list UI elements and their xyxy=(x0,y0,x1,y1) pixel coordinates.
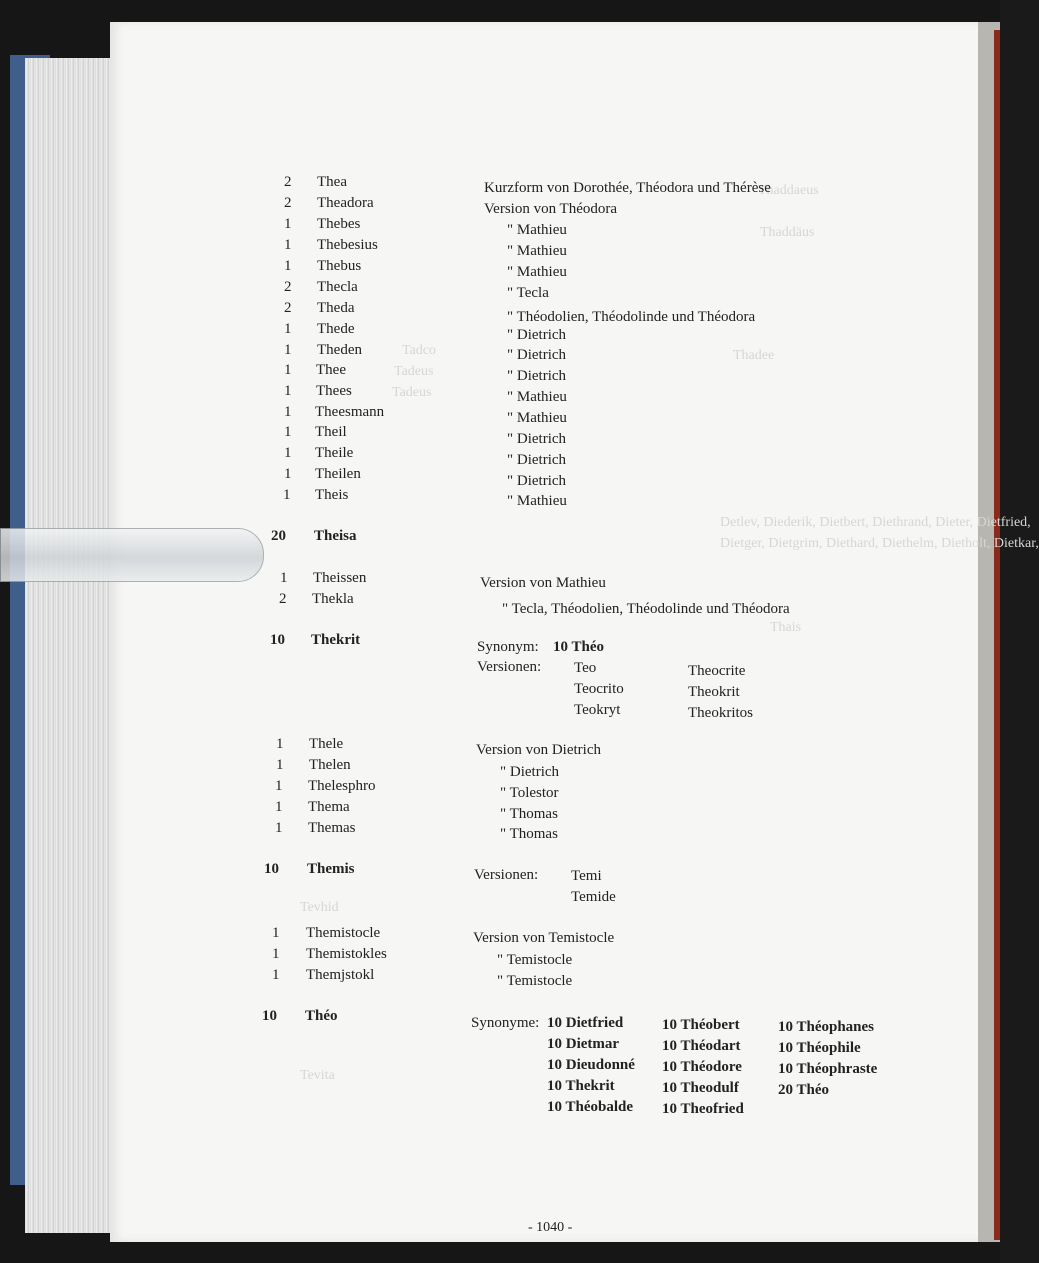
bleed-through-text: Detlev, Diederik, Dietbert, Diethrand, Dieter, Dietfried, xyxy=(720,515,1031,530)
entry-name: Thekrit xyxy=(311,632,361,648)
entry-description: Theokritos xyxy=(688,705,753,721)
synonym-entry: 10 Theodulf xyxy=(662,1080,739,1096)
entry-count: 10 xyxy=(264,861,279,877)
entry-name: Thees xyxy=(316,383,352,399)
entry-description: " Dietrich xyxy=(507,347,567,363)
entry-name: Theadora xyxy=(317,195,374,211)
entry-description: " Dietrich xyxy=(507,452,567,468)
entry-name: Thebes xyxy=(317,216,361,232)
entry-count: 2 xyxy=(284,195,292,211)
bleed-through-text: Tadeus xyxy=(394,364,434,379)
entry-description: " Dietrich xyxy=(507,431,567,447)
entry-description: Temi xyxy=(571,868,602,884)
entry-count: 1 xyxy=(275,778,283,794)
entry-name: Themjstokl xyxy=(306,967,375,983)
entry-name: Thebesius xyxy=(317,237,378,253)
entry-description: Teo xyxy=(574,660,597,676)
entry-count: 1 xyxy=(272,925,280,941)
entry-count: 20 xyxy=(271,528,286,544)
entry-name: Thea xyxy=(317,174,347,190)
entry-count: 1 xyxy=(284,424,292,440)
entry-name: Theden xyxy=(317,342,362,358)
bookmark-ribbon xyxy=(0,528,264,582)
entry-name: Theisa xyxy=(314,528,357,544)
synonym-entry: 10 Thekrit xyxy=(547,1078,615,1094)
entry-description: Version von Dietrich xyxy=(476,742,601,758)
synonym-entry: 10 Théophanes xyxy=(778,1019,875,1035)
entry-description: " Dietrich xyxy=(507,327,567,343)
entry-description: Versionen: xyxy=(474,867,539,883)
entry-description: " Tecla xyxy=(507,285,549,301)
entry-description: Synonym: xyxy=(477,639,539,655)
entry-name: Theis xyxy=(315,487,349,503)
entry-name: Thelen xyxy=(309,757,351,773)
entry-name: Theesmann xyxy=(315,404,385,420)
synonym-entry: 10 Théobert xyxy=(662,1017,740,1033)
entry-description: " Mathieu xyxy=(507,389,567,405)
entry-count: 1 xyxy=(284,258,292,274)
synonym-entry: 10 Dieudonné xyxy=(547,1057,635,1073)
entry-description: " Thomas xyxy=(500,806,558,822)
entry-count: 1 xyxy=(284,466,292,482)
entry-count: 10 xyxy=(262,1008,277,1024)
entry-name: Thelesphro xyxy=(308,778,376,794)
entry-name: Theil xyxy=(315,424,347,440)
synonym-entry: 20 Théo xyxy=(778,1082,829,1098)
entry-name: Thele xyxy=(309,736,344,752)
entry-count: 1 xyxy=(284,362,292,378)
entry-count: 1 xyxy=(284,216,292,232)
entry-count: 2 xyxy=(279,591,287,607)
entry-name: Themas xyxy=(308,820,356,836)
entry-count: 2 xyxy=(284,174,292,190)
bleed-through-text: Thadee xyxy=(733,348,775,363)
entry-name: Theile xyxy=(315,445,354,461)
bleed-through-text: Tevhid xyxy=(300,900,339,915)
bleed-through-text: Dietger, Dietgrim, Diethard, Diethelm, Dietholt, Dietkar, xyxy=(720,536,1039,551)
synonym-entry: 10 Théophraste xyxy=(778,1061,878,1077)
entry-description: " Mathieu xyxy=(507,222,567,238)
synonym-entry: 10 Dietmar xyxy=(547,1036,620,1052)
entry-description: " Tolestor xyxy=(500,785,559,801)
page-number: - 1040 - xyxy=(528,1220,573,1235)
book-spine-edge xyxy=(994,30,1000,1240)
entry-description: Teokryt xyxy=(574,702,621,718)
entry-count: 1 xyxy=(284,383,292,399)
entry-description: " Thomas xyxy=(500,826,558,842)
bleed-through-text: Thaddaeus xyxy=(758,183,819,198)
synonym-entry: 10 Théodore xyxy=(662,1059,742,1075)
entry-description: Kurzform von Dorothée, Théodora und Thérèse xyxy=(484,180,771,196)
synonym-entry: 10 Dietfried xyxy=(547,1015,624,1031)
entry-count: 1 xyxy=(275,799,283,815)
synonym-entry: 10 Théobalde xyxy=(547,1099,633,1115)
synonym-entry: 10 Théodart xyxy=(662,1038,741,1054)
entry-description: Version von Temistocle xyxy=(473,930,615,946)
entry-count: 1 xyxy=(284,445,292,461)
entry-count: 2 xyxy=(284,300,292,316)
entry-count: 1 xyxy=(272,967,280,983)
bleed-through-text: Tadeus xyxy=(392,385,432,400)
entry-description: " Dietrich xyxy=(507,473,567,489)
entry-name: Themistokles xyxy=(306,946,387,962)
bleed-through-text: Thais xyxy=(770,620,802,635)
entry-count: 10 xyxy=(270,632,285,648)
entry-description: " Mathieu xyxy=(507,493,567,509)
entry-name: Theissen xyxy=(313,570,367,586)
entry-description: " Théodolien, Théodolinde und Théodora xyxy=(507,309,756,325)
entry-count: 1 xyxy=(276,736,284,752)
entry-name: Thema xyxy=(308,799,350,815)
entry-name: Theda xyxy=(317,300,355,316)
entry-count: 1 xyxy=(284,237,292,253)
entry-name: Thecla xyxy=(317,279,358,295)
entry-description: " Temistocle xyxy=(497,952,573,968)
entry-name: Themis xyxy=(307,861,355,877)
entry-count: 1 xyxy=(280,570,288,586)
entry-name: Thee xyxy=(316,362,346,378)
entry-description: " Dietrich xyxy=(500,764,560,780)
entry-count: 1 xyxy=(275,820,283,836)
entry-name: Thede xyxy=(317,321,355,337)
entry-description: Temide xyxy=(571,889,616,905)
page-edges xyxy=(25,58,120,1233)
synonym-entry: 10 Théophile xyxy=(778,1040,861,1056)
entry-description: " Dietrich xyxy=(507,368,567,384)
entry-name: Thebus xyxy=(317,258,362,274)
entry-count: 1 xyxy=(283,487,291,503)
entry-count: 2 xyxy=(284,279,292,295)
synonym-entry: 10 Théo xyxy=(553,639,604,655)
entry-description: Version von Mathieu xyxy=(480,575,606,591)
entry-name: Themistocle xyxy=(306,925,381,941)
entry-description: Versionen: xyxy=(477,659,542,675)
entry-name: Théo xyxy=(305,1008,338,1024)
entry-description: Teocrito xyxy=(574,681,624,697)
entry-description: " Mathieu xyxy=(507,243,567,259)
entry-description: Synonyme: xyxy=(471,1015,540,1031)
entry-description: Theokrit xyxy=(688,684,740,700)
bleed-through-text: Tadco xyxy=(402,343,437,358)
entry-count: 1 xyxy=(276,757,284,773)
entry-description: " Mathieu xyxy=(507,410,567,426)
entry-count: 1 xyxy=(284,404,292,420)
entry-count: 1 xyxy=(284,342,292,358)
entry-name: Thekla xyxy=(312,591,354,607)
entry-description: Theocrite xyxy=(688,663,746,679)
entry-description: Version von Théodora xyxy=(484,201,618,217)
synonym-entry: 10 Theofried xyxy=(662,1101,744,1117)
entry-count: 1 xyxy=(284,321,292,337)
entry-name: Theilen xyxy=(315,466,361,482)
entry-description: " Temistocle xyxy=(497,973,573,989)
entry-description: " Tecla, Théodolien, Théodolinde und Théodora xyxy=(502,601,790,617)
bleed-through-text: Thaddäus xyxy=(760,225,815,240)
bleed-through-text: Tevita xyxy=(300,1068,335,1083)
entry-description: " Mathieu xyxy=(507,264,567,280)
entry-count: 1 xyxy=(272,946,280,962)
